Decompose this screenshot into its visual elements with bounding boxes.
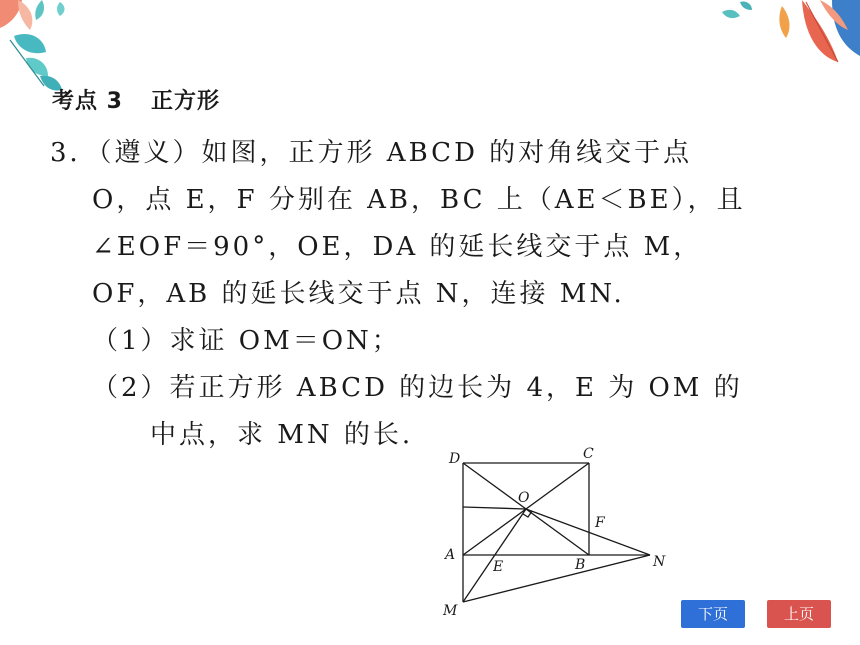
section-heading <box>52 84 220 115</box>
problem-line: OF，AB 的延长线交于点 N，连接 MN. <box>92 279 625 309</box>
label-D: D <box>449 451 461 467</box>
question-2: （2）若正方形 ABCD 的边长为 4，E 为 OM 的 <box>92 373 743 403</box>
label-M: M <box>443 603 458 619</box>
geometry-figure <box>437 445 677 625</box>
problem-line: ∠EOF＝90°，OE，DA 的延长线交于点 M， <box>92 232 703 262</box>
section-label: 考点 3 <box>52 89 123 114</box>
leaf-decoration-top-left <box>0 0 120 95</box>
label-A: A <box>445 547 456 563</box>
label-E: E <box>493 559 504 575</box>
segment-MN <box>463 555 650 602</box>
section-title: 正方形 <box>150 89 220 114</box>
label-F: F <box>595 515 605 531</box>
segment-ON <box>526 509 650 555</box>
segment-AO-hint <box>463 507 526 509</box>
label-B: B <box>575 557 586 573</box>
label-C: C <box>583 446 594 462</box>
label-O: O <box>518 490 530 506</box>
next-page-button[interactable]: 下页 <box>681 600 745 628</box>
label-N: N <box>653 554 666 570</box>
previous-page-button[interactable]: 上页 <box>767 600 831 628</box>
problem-text <box>50 130 790 459</box>
problem-line: 3．（遵义）如图，正方形 ABCD 的对角线交于点 <box>50 138 693 168</box>
question-1: （1）求证 OM＝ON； <box>92 326 401 356</box>
problem-line: O，点 E，F 分别在 AB，BC 上（AE＜BE），且 <box>92 185 746 215</box>
question-2-continued: 中点，求 MN 的长. <box>150 420 414 450</box>
leaf-decoration-top-right <box>720 0 860 80</box>
